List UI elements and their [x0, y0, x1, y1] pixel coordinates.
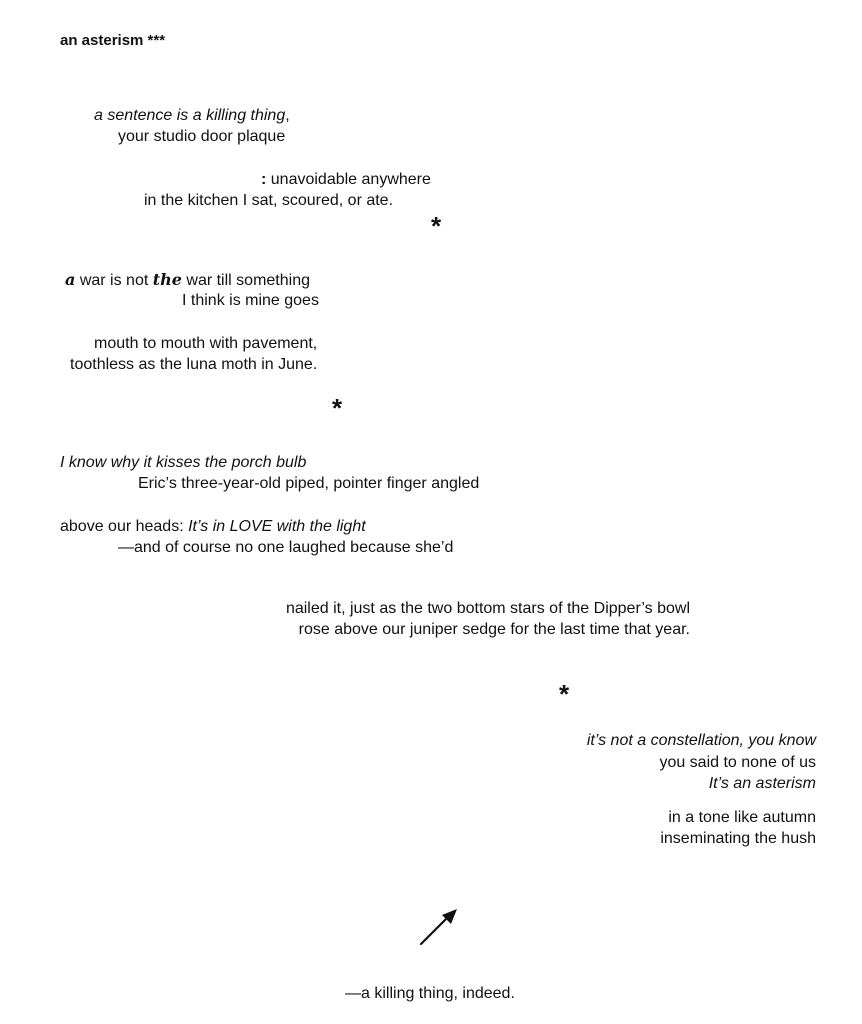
stanza1-line2: your studio door plaque [118, 128, 286, 145]
stanza1-colon: : [261, 171, 267, 188]
stanza4-line2: you said to none of us [659, 754, 816, 771]
stanza1-line3-text: unavoidable anywhere [266, 171, 431, 188]
stanza2-word-the: the [152, 270, 182, 289]
stanza2-word-a: a [65, 270, 76, 289]
stanza3-line3-italic: It’s in LOVE with the light [188, 518, 366, 535]
stanza3-line2: Eric’s three-year-old piped, pointer finger angled [138, 475, 480, 492]
stanza3-line6: rose above our juniper sedge for the last time that year. [298, 621, 690, 638]
stanza1-line3 [261, 169, 431, 190]
stanza2-line3: mouth to mouth with pavement, [94, 335, 318, 352]
stanza1-line4: in the kitchen I sat, scoured, or ate. [144, 192, 394, 209]
stanza4-line5: inseminating the hush [660, 830, 816, 847]
arrow-up-right-icon [418, 906, 462, 950]
asterism-star-1: * [431, 211, 442, 241]
stanza3-line3-part1: above our heads: [60, 518, 189, 535]
stanza4-line3: It’s an asterism [708, 775, 816, 792]
stanza4-line1: it’s not a constellation, you know [586, 732, 816, 749]
stanza1-line1-comma: , [285, 107, 290, 124]
stanza2-line2: I think is mine goes [182, 292, 319, 309]
stanza3-line1: I know why it kisses the porch bulb [60, 454, 307, 471]
stanza4-line4: in a tone like autumn [668, 809, 816, 826]
stanza3-line3 [60, 516, 366, 537]
stanza2-line1 [65, 269, 310, 291]
stanza2-line4: toothless as the luna moth in June. [70, 356, 318, 373]
asterism-star-2: * [332, 393, 343, 423]
stanza3-line4: —and of course no one laughed because she’d [118, 539, 454, 556]
poem-title: an asterism *** [60, 32, 166, 49]
stanza2-line1-part1: war is not [75, 272, 153, 289]
stanza1-line1-italic: a sentence is a killing thing [94, 107, 286, 124]
asterism-star-3: * [559, 679, 570, 709]
closing-line: —a killing thing, indeed. [345, 985, 515, 1002]
stanza1-line1 [94, 105, 290, 126]
stanza3-line5: nailed it, just as the two bottom stars of the Dipper’s bowl [285, 600, 690, 617]
stanza2-line1-part2: war till something [181, 272, 310, 289]
